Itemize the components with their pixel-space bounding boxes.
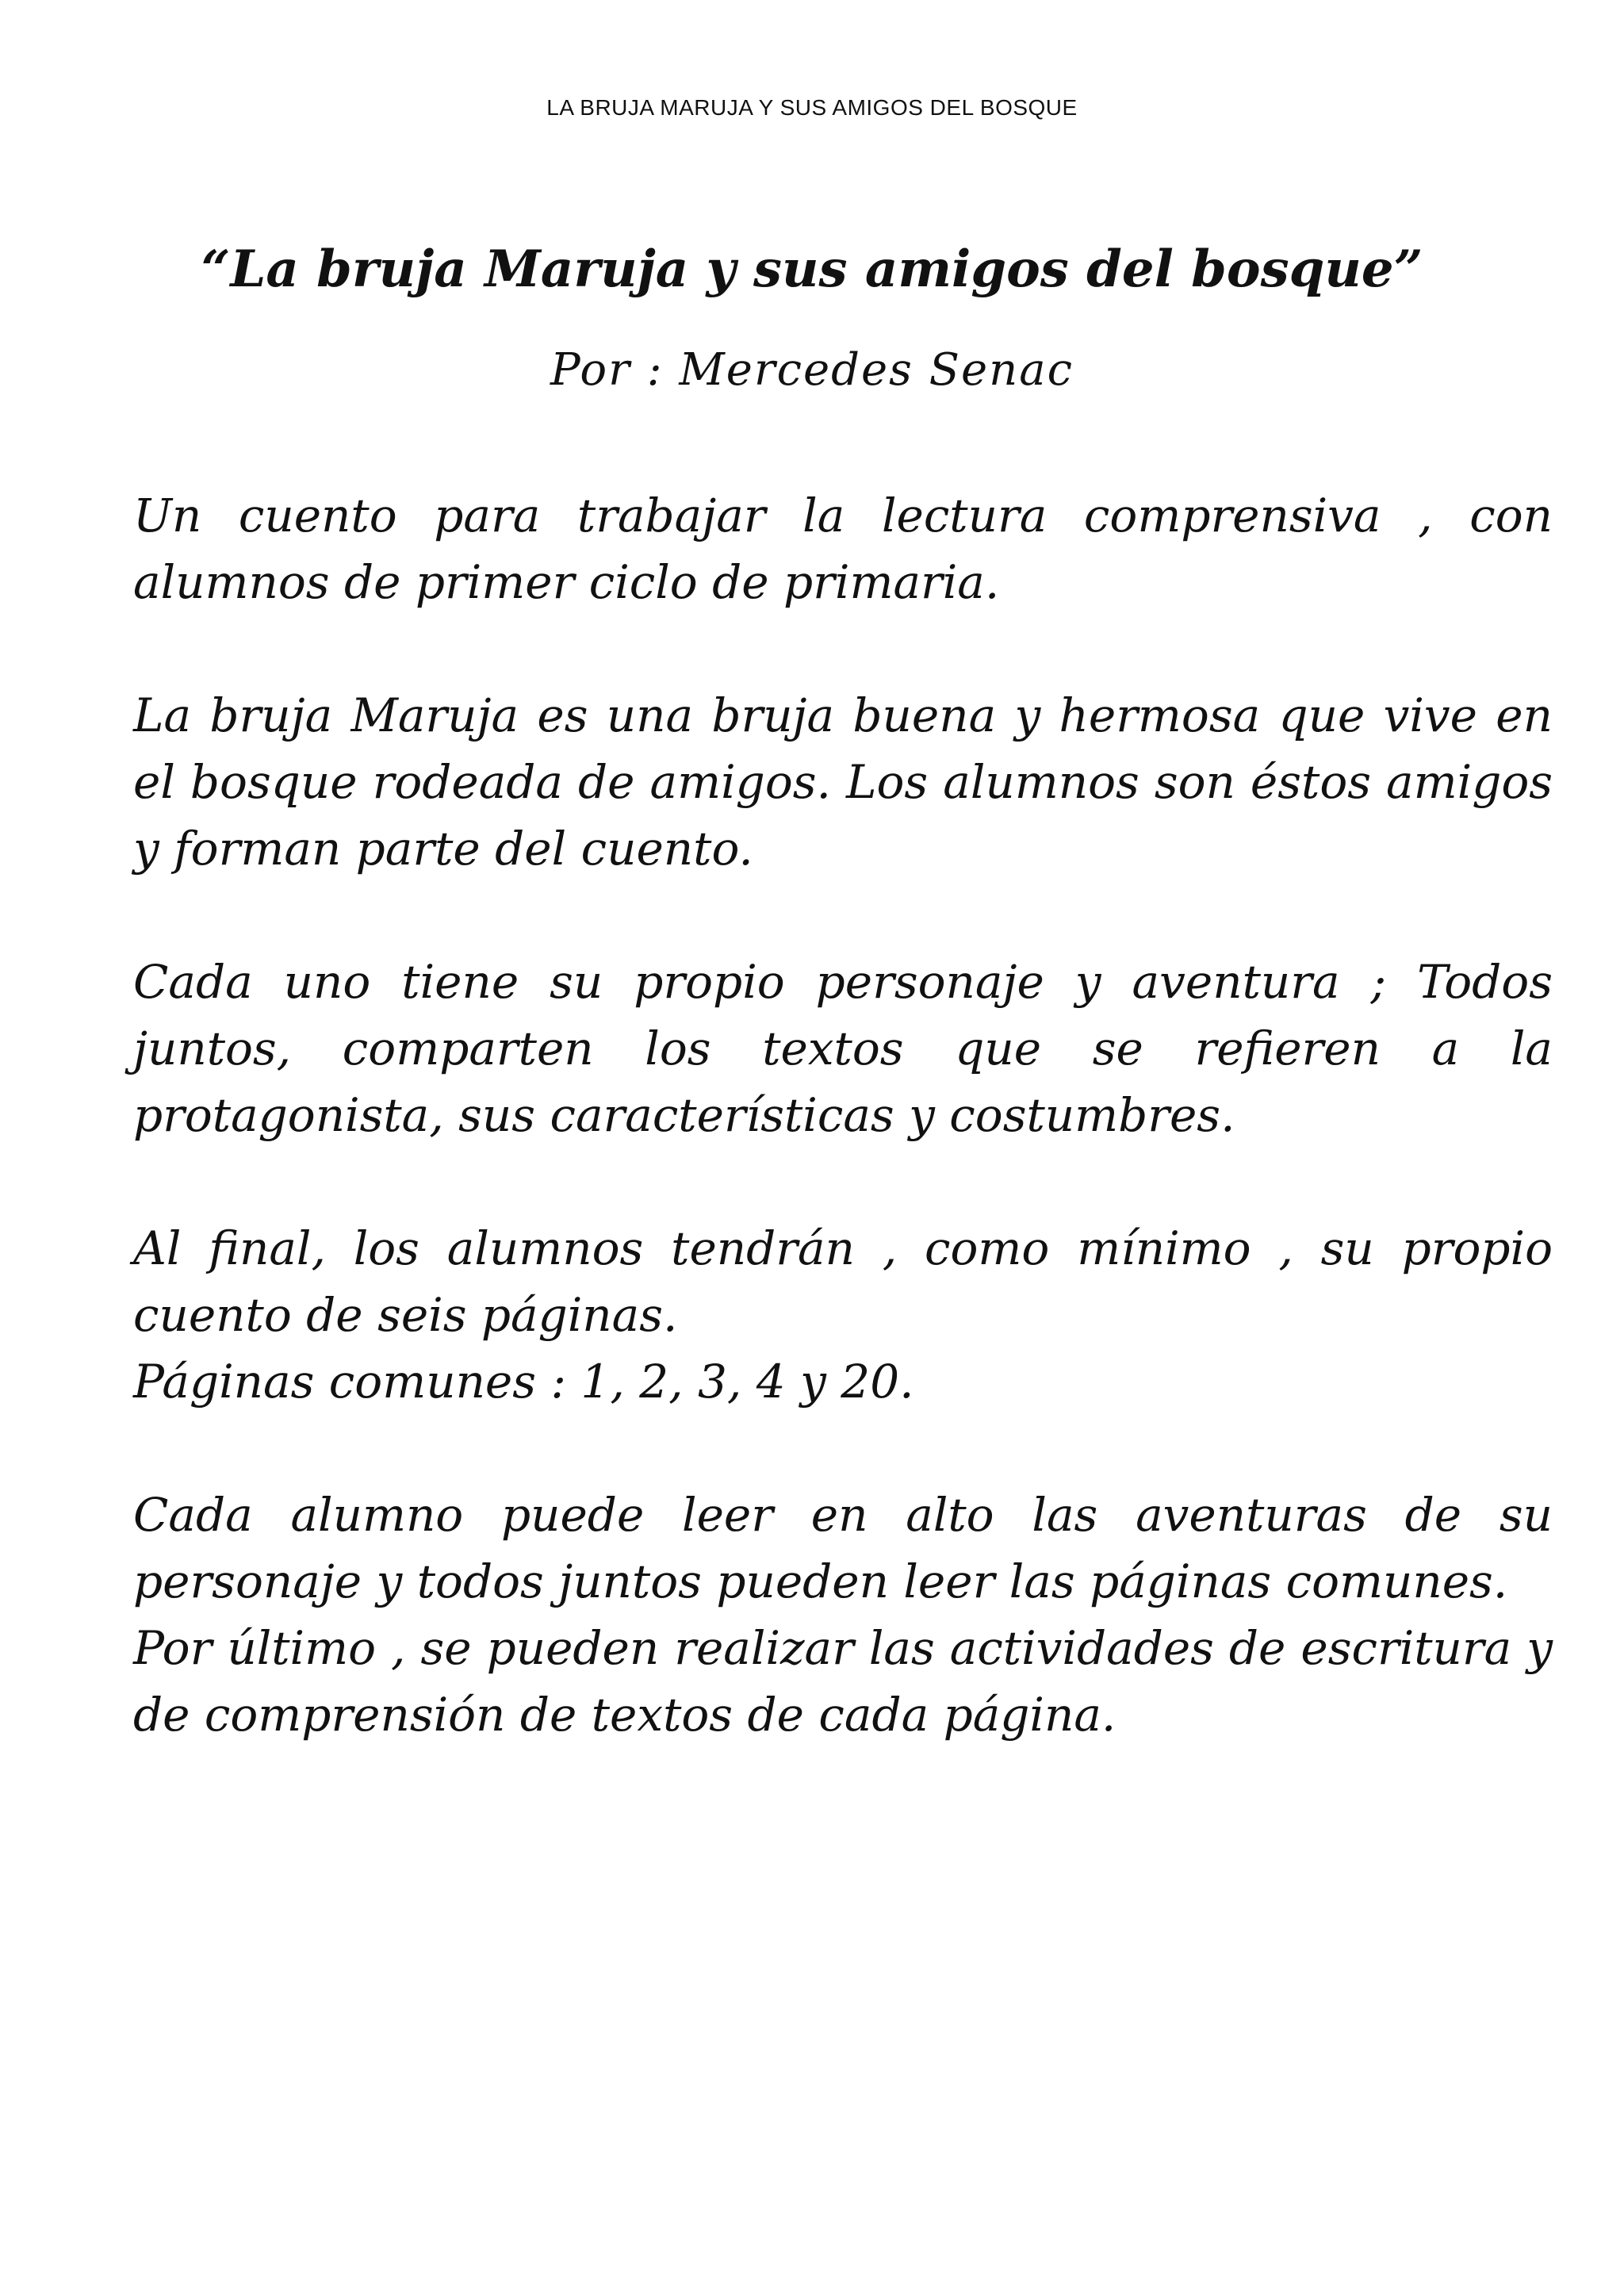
paragraph-description: La bruja Maruja es una bruja buena y hermosa que vive en el bosque rodeada de amigos. Los alumnos son éstos amigos y forman parte del cuento. — [133, 688, 1553, 876]
paragraph-intro: Un cuento para trabajar la lectura comprensiva , con alumnos de primer ciclo de primaria. — [133, 489, 1553, 609]
paragraph-reading: Cada alumno puede leer en alto las aventuras de su personaje y todos juntos pueden leer las páginas comunes. — [133, 1488, 1553, 1608]
document-body — [133, 482, 1553, 1748]
running-header: LA BRUJA MARUJA Y SUS AMIGOS DEL BOSQUE — [546, 95, 1078, 120]
document-author: Por : Mercedes Senac — [550, 344, 1074, 396]
paragraph-characters: Cada uno tiene su propio personaje y aventura ; Todos juntos, comparten los textos que se refieren a la protagonista, sus características y costumbres. — [133, 955, 1553, 1142]
document-title: “La bruja Maruja y sus amigos del bosque” — [201, 240, 1423, 299]
paragraph-final: Al final, los alumnos tendrán , como mínimo , su propio cuento de seis páginas. — [133, 1221, 1553, 1342]
paragraph-activities: Por último , se pueden realizar las actividades de escritura y de comprensión de textos de cada página. — [133, 1621, 1553, 1742]
paragraph-common-pages: Páginas comunes : 1, 2, 3, 4 y 20. — [133, 1355, 914, 1409]
